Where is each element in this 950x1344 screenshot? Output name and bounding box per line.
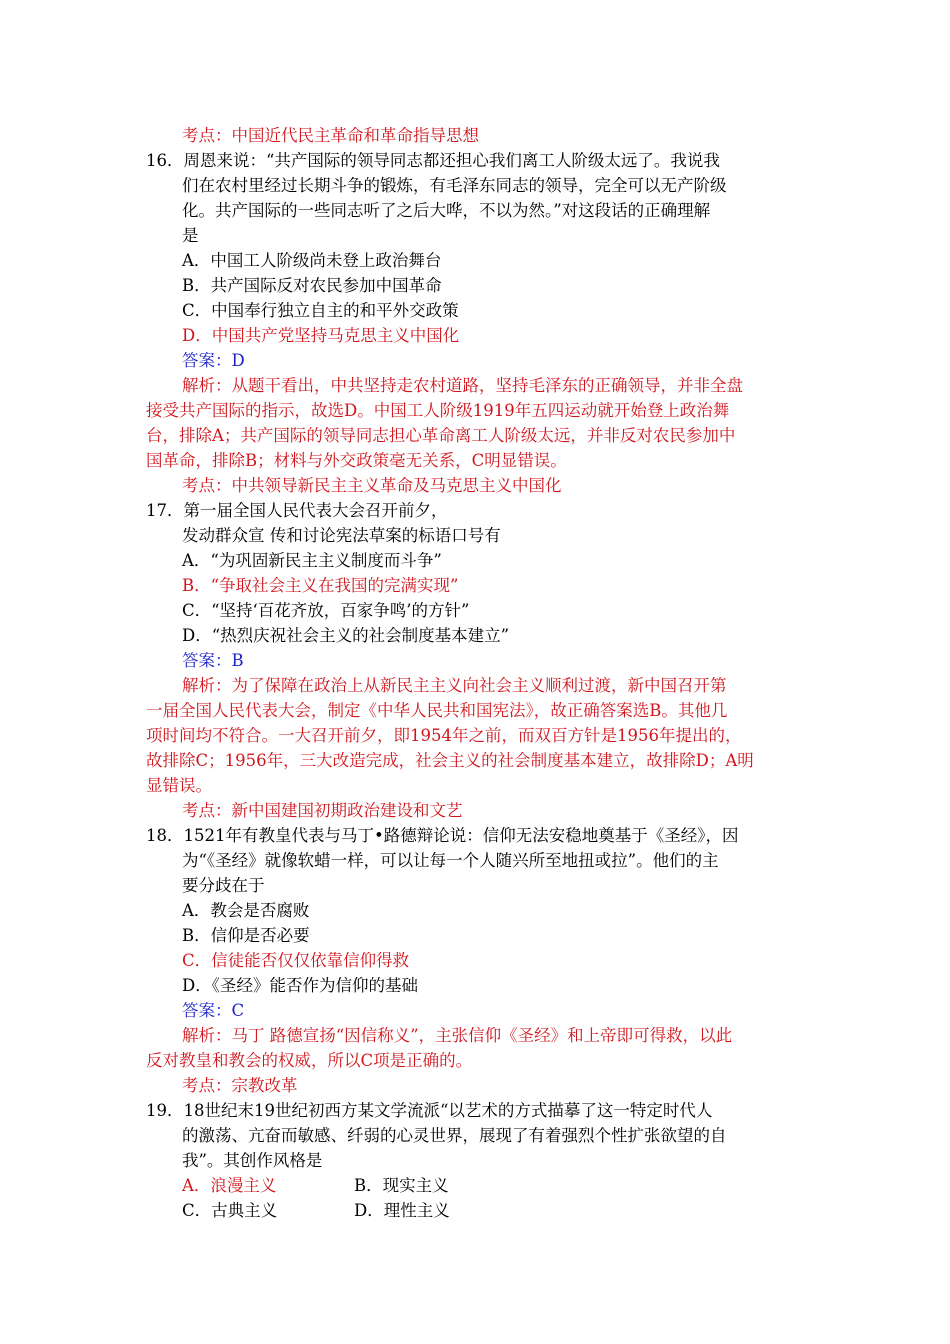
q17-stem-line: 发动群众宣 传和讨论宪法草案的标语口号有 [182, 526, 501, 545]
q16-analysis-line: 台，排除A；共产国际的领导同志担心革命离工人阶级太远，并非反对农民参加中 [146, 426, 736, 445]
q18-option-d: D．《圣经》能否作为信仰的基础 [182, 976, 418, 995]
q19-option-b: B．现实主义 [354, 1176, 449, 1195]
q15-kaodian: 考点：中国近代民主革命和革命指导思想 [182, 126, 479, 145]
q16-analysis-line: 解析：从题干看出，中共坚持走农村道路，坚持毛泽东的正确领导，并非全盘 [182, 376, 743, 395]
q17-analysis-line: 一届全国人民代表大会，制定《中华人民共和国宪法》，故正确答案选B。其他几 [146, 701, 728, 720]
q19-option-d: D．理性主义 [354, 1201, 450, 1220]
q18-stem-line: 要分歧在于 [182, 876, 265, 895]
q18-analysis-line: 解析：马丁 路德宣扬“因信称义”，主张信仰《圣经》和上帝即可得救，以此 [182, 1026, 733, 1045]
q16-option-d: D．中国共产党坚持马克思主义中国化 [182, 326, 460, 345]
q17-analysis-line: 显错误。 [146, 776, 212, 795]
q17-option-b: B．“争取社会主义在我国的完满实现” [182, 576, 459, 595]
q18-stem-line: 18．1521年有教皇代表与马丁•路德辩论说：信仰无法安稳地奠基于《圣经》，因 [146, 826, 739, 845]
q18-option-c: C．信徒能否仅仅依靠信仰得救 [182, 951, 410, 970]
q17-stem-line: 17．第一届全国人民代表大会召开前夕， [146, 501, 448, 520]
q17-analysis-line: 故排除C；1956年，三大改造完成，社会主义的社会制度基本建立，故排除D；A明 [146, 751, 754, 770]
q17-analysis-line: 解析：为了保障在政治上从新民主主义向社会主义顺利过渡，新中国召开第 [182, 676, 727, 695]
q19-stem-line: 19．18世纪末19世纪初西方某文学流派“以艺术的方式描摹了这一特定时代人 [146, 1101, 713, 1120]
q16-stem-line: 是 [182, 226, 199, 245]
q18-kaodian: 考点：宗教改革 [182, 1076, 298, 1095]
q16-option-a: A．中国工人阶级尚未登上政治舞台 [182, 251, 442, 270]
q16-answer: 答案：D [182, 351, 245, 370]
q16-analysis-line: 国革命，排除B；材料与外交政策毫无关系，C明显错误。 [146, 451, 567, 470]
q16-stem-line: 们在农村里经过长期斗争的锻炼，有毛泽东同志的领导，完全可以无产阶级 [182, 176, 727, 195]
q17-option-c: C．“坚持‘百花齐放，百家争鸣’的方针” [182, 601, 470, 620]
q19-option-c: C．古典主义 [182, 1201, 278, 1220]
q18-answer: 答案：C [182, 1001, 245, 1020]
q16-analysis-line: 接受共产国际的指示，故选D。中国工人阶级1919年五四运动就开始登上政治舞 [146, 401, 730, 420]
q18-option-b: B．信仰是否必要 [182, 926, 310, 945]
q16-kaodian: 考点：中共领导新民主主义革命及马克思主义中国化 [182, 476, 562, 495]
q17-option-a: A．“为巩固新民主主义制度而斗争” [182, 551, 442, 570]
q16-stem-line: 化。共产国际的一些同志听了之后大哗，不以为然。”对这段话的正确理解 [182, 201, 711, 220]
q16-option-c: C．中国奉行独立自主的和平外交政策 [182, 301, 459, 320]
q17-answer: 答案：B [182, 651, 244, 670]
q18-analysis-line: 反对教皇和教会的权威，所以C项是正确的。 [146, 1051, 473, 1070]
q18-option-a: A．教会是否腐败 [182, 901, 310, 920]
q17-analysis-line: 项时间均不符合。一大召开前夕，即1954年之前，而双百方针是1956年提出的， [146, 726, 742, 745]
q18-stem-line: 为“《圣经》就像软蜡一样，可以让每一个人随兴所至地扭或拉”。他们的主 [182, 851, 719, 870]
q19-stem-line: 的激荡、亢奋而敏感、纤弱的心灵世界，展现了有着强烈个性扩张欲望的自 [182, 1126, 727, 1145]
q16-option-b: B．共产国际反对农民参加中国革命 [182, 276, 442, 295]
q17-option-d: D．“热烈庆祝社会主义的社会制度基本建立” [182, 626, 510, 645]
q19-option-a: A．浪漫主义 [182, 1176, 277, 1195]
q17-kaodian: 考点：新中国建国初期政治建设和文艺 [182, 801, 463, 820]
q19-stem-line: 我”。其创作风格是 [182, 1151, 323, 1170]
q16-stem-line: 16．周恩来说：“共产国际的领导同志都还担心我们离工人阶级太远了。我说我 [146, 151, 720, 170]
